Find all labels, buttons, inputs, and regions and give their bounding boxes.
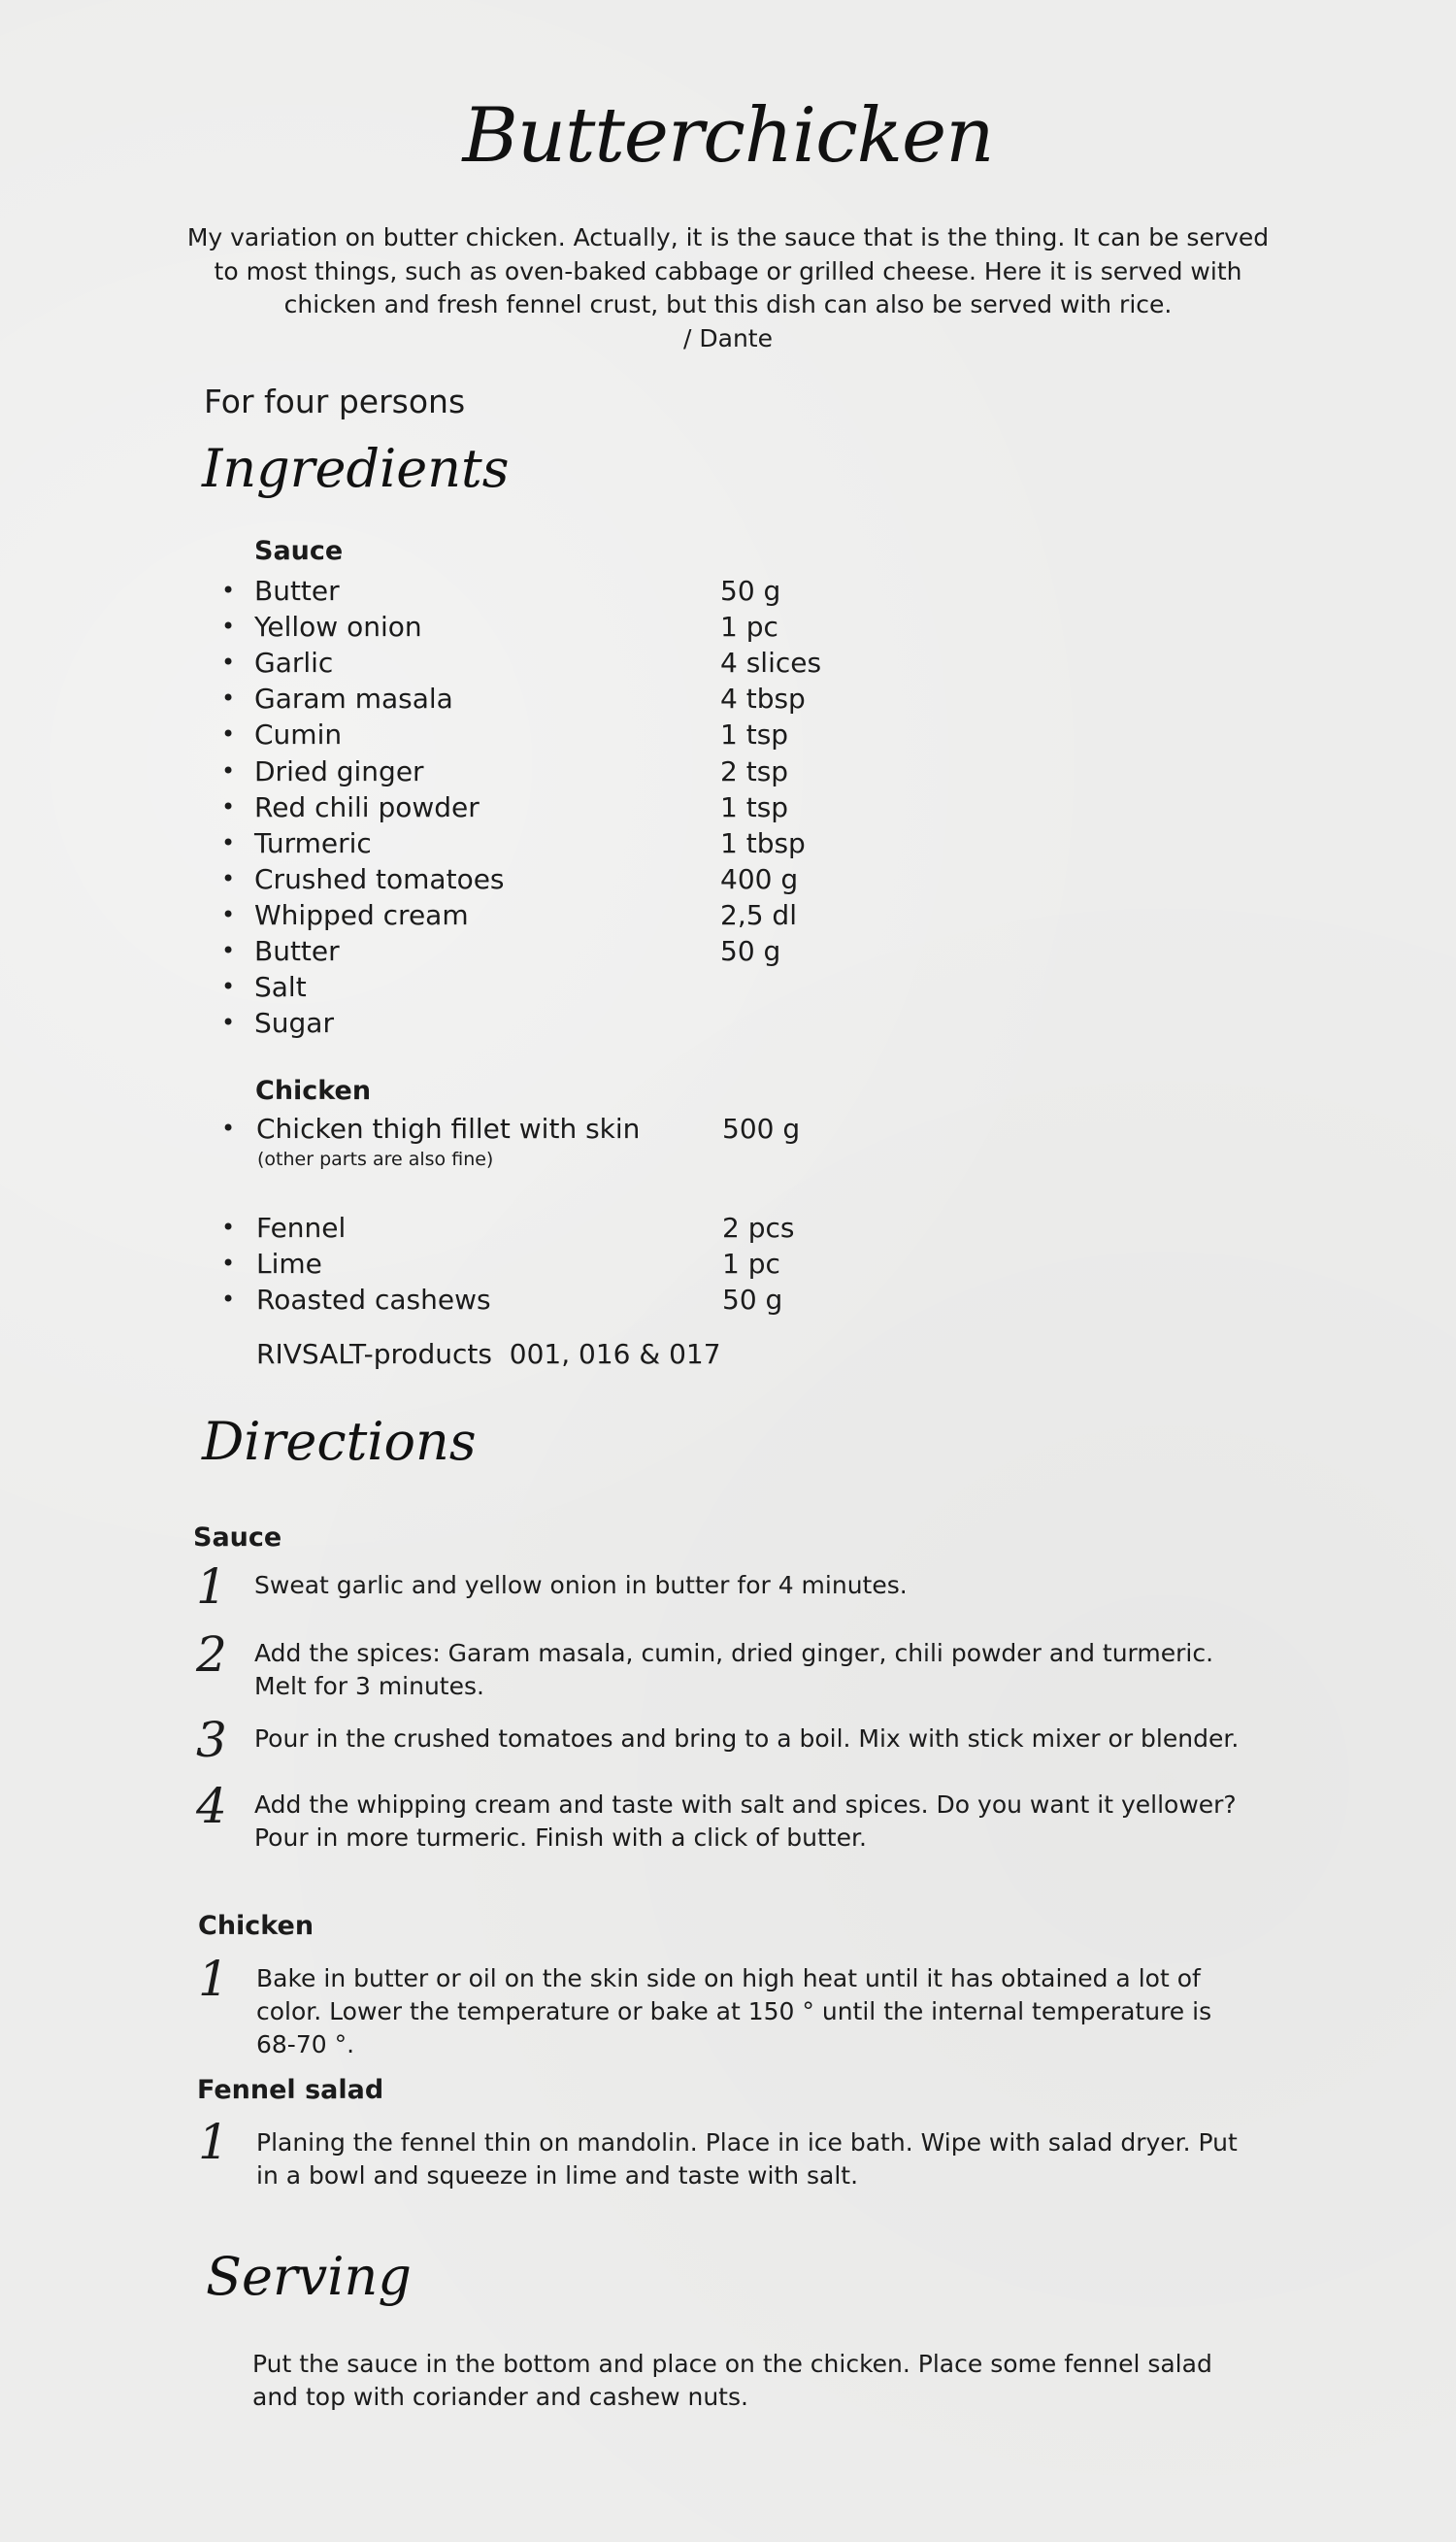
step-number: 3: [196, 1712, 227, 1768]
ingredient-name: Crushed tomatoes: [254, 862, 505, 895]
bullet: •: [221, 1250, 236, 1277]
ingredient-name: Cumin: [254, 719, 343, 752]
sauce-directions-title: Sauce: [193, 1522, 282, 1553]
chicken-ingredients-title: Chicken: [255, 1076, 372, 1106]
ingredient-amount: 500 g: [722, 1113, 801, 1145]
bullet: •: [221, 1009, 236, 1037]
step-text: Sweat garlic and yellow onion in butter for 4 minutes.: [254, 1571, 908, 1599]
step-number: 2: [196, 1626, 227, 1683]
fennel-salad-title: Fennel salad: [197, 2075, 384, 2105]
step-number: 1: [198, 2114, 229, 2170]
ingredient-name: Butter: [254, 935, 340, 967]
ingredient-amount: 1 tsp: [720, 790, 789, 823]
ingredients-heading: Ingredients: [202, 438, 510, 499]
ingredient-name: Chicken thigh fillet with skin: [256, 1113, 641, 1145]
bullet: •: [221, 613, 236, 641]
bullet: •: [221, 685, 236, 713]
ingredient-name: Salt: [254, 971, 307, 1004]
bullet: •: [221, 973, 236, 1001]
ingredient-name: Dried ginger: [254, 754, 424, 787]
ingredient-amount: 4 slices: [720, 647, 822, 680]
bullet: •: [221, 1214, 236, 1241]
ingredient-name: Sugar: [254, 1007, 334, 1040]
step-text: Add the whipping cream and taste with salt and spices. Do you want it yellower? Pour in more turmeric. Finish with a click of butter.: [254, 1790, 1237, 1852]
step-number: 1: [196, 1558, 227, 1615]
serving-text: Put the sauce in the bottom and place on the chicken. Place some fennel salad and top with coriander and cashew nuts.: [252, 2350, 1212, 2411]
ingredient-amount: 50 g: [720, 575, 781, 607]
ingredient-name: Fennel: [256, 1212, 347, 1244]
chicken-note: (other parts are also fine): [257, 1149, 494, 1170]
ingredient-name: Garlic: [254, 647, 334, 680]
bullet: •: [221, 756, 236, 785]
bullet: •: [221, 828, 236, 856]
intro-author: / Dante: [683, 323, 773, 352]
bullet: •: [221, 792, 236, 820]
step-text: Bake in butter or oil on the skin side on high heat until it has obtained a lot of color. Lower the temperature or bake at 150 ° until the internal temperature is 68-70 °.: [256, 1964, 1212, 2058]
step-number: 4: [196, 1778, 227, 1834]
ingredient-name: Garam masala: [254, 683, 453, 716]
intro-text: My variation on butter chicken. Actually, it is the sauce that is the thing. It can be served to most things, such as oven-baked cabbage or grilled cheese. Here it is served with chicken and fresh fennel crust, but this dish can also be served with rice.: [186, 223, 1270, 318]
ingredient-amount: 1 tbsp: [720, 826, 806, 859]
bullet: •: [221, 1286, 236, 1313]
bullet: •: [221, 649, 236, 677]
ingredient-amount: 50 g: [720, 935, 781, 967]
step-number: 1: [198, 1951, 229, 2007]
serving-heading: Serving: [206, 2246, 412, 2307]
ingredient-name: Turmeric: [254, 826, 372, 859]
ingredient-amount: 4 tbsp: [720, 683, 806, 716]
ingredient-amount: 1 pc: [722, 1248, 780, 1280]
products-line: RIVSALT-products 001, 016 & 017: [256, 1338, 721, 1370]
step-text: Pour in the crushed tomatoes and bring to a boil. Mix with stick mixer or blender.: [254, 1724, 1240, 1753]
ingredient-name: Butter: [254, 575, 340, 607]
ingredient-amount: 50 g: [722, 1284, 783, 1316]
chicken-directions-title: Chicken: [198, 1911, 314, 1941]
bullet: •: [221, 864, 236, 892]
directions-heading: Directions: [202, 1411, 477, 1472]
bullet: •: [221, 577, 236, 604]
bullet: •: [221, 937, 236, 964]
ingredient-amount: 2,5 dl: [720, 898, 797, 931]
ingredient-amount: 1 tsp: [720, 719, 789, 752]
ingredient-name: Lime: [256, 1248, 322, 1280]
bullet: •: [221, 900, 236, 928]
recipe-title: Butterchicken: [462, 92, 994, 180]
ingredient-amount: 400 g: [720, 862, 799, 895]
ingredient-name: Red chili powder: [254, 790, 480, 823]
ingredient-amount: 2 tsp: [720, 754, 789, 787]
ingredient-name: Whipped cream: [254, 898, 469, 931]
recipe-intro: [175, 221, 1281, 355]
ingredient-amount: 1 pc: [720, 611, 778, 644]
ingredient-name: Yellow onion: [254, 611, 422, 644]
ingredient-name: Roasted cashews: [256, 1284, 491, 1316]
ingredient-amount: 2 pcs: [722, 1212, 795, 1244]
sauce-ingredients-title: Sauce: [254, 536, 344, 566]
bullet: •: [221, 720, 236, 749]
step-text: Add the spices: Garam masala, cumin, dried ginger, chili powder and turmeric. Melt for 3 minutes.: [254, 1639, 1214, 1700]
servings-count: For four persons: [204, 383, 466, 420]
step-text: Planing the fennel thin on mandolin. Place in ice bath. Wipe with salad dryer. Put in a bowl and squeeze in lime and taste with salt.: [256, 2128, 1238, 2190]
bullet: •: [221, 1115, 236, 1142]
